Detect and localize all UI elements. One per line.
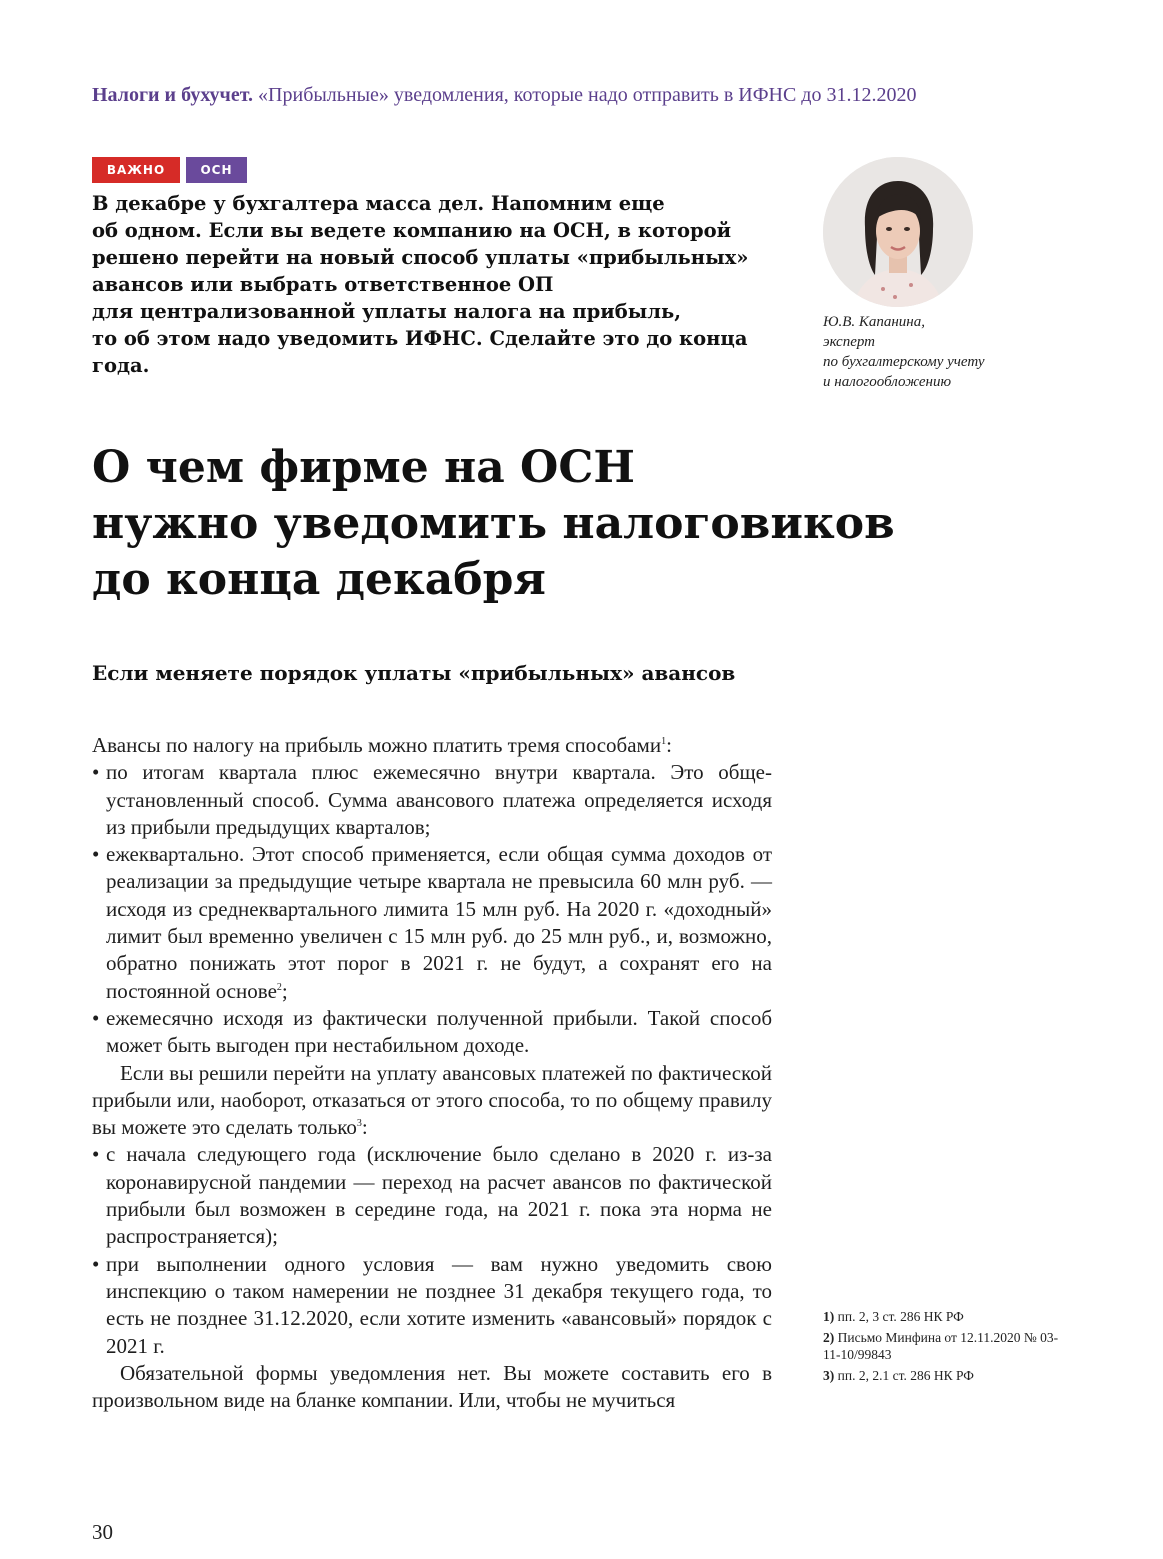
author-role: и налогообложению (823, 374, 952, 390)
footnotes (823, 1308, 1063, 1387)
author-role: по бухгалтерскому учету (823, 354, 985, 370)
list-item: • с начала следующего года (исключение было сделано в 2020 г. из-за коронавирусной пандемии — переход на расчет авансов по фактической прибыли был возможен в середине года, на 2021 г. пока эта норма не распространяется); (92, 1141, 772, 1250)
lead-line: решено перейти на новый способ уплаты «прибыльных» (92, 246, 749, 269)
running-header (92, 84, 1092, 107)
lead-line: В декабре у бухгалтера масса дел. Напомним еще (92, 192, 665, 215)
lead-line: для централизованной уплаты налога на прибыль, (92, 300, 682, 323)
page-number: 30 (92, 1520, 113, 1544)
lead-line: авансов или выбрать ответственное ОП (92, 273, 554, 296)
lead-line: года. (92, 354, 150, 377)
title-line: нужно уведомить налоговиков (92, 498, 895, 549)
title-line: до конца декабря (92, 554, 546, 605)
author-caption (823, 312, 1053, 392)
article-body (92, 732, 772, 1414)
tag-important: ВАЖНО (92, 157, 180, 183)
body-paragraph: Если вы решили перейти на уплату авансовых платежей по фактической прибыли или, наоборот, отказаться от этого способа, то по общему правилу вы можете это сделать только$^3$: (92, 1060, 772, 1140)
tag-osn: ОСН (186, 157, 247, 183)
footnote: 3) пп. 2, 2.1 ст. 286 НК РФ (823, 1367, 974, 1383)
title-line: О чем фирме на ОСН (92, 442, 635, 493)
body-paragraph: Обязательной формы уведомления нет. Вы можете составить его в произвольном виде на бланке компании. Или, чтобы не мучиться (92, 1360, 772, 1413)
lead-line: об одном. Если вы ведете компанию на ОСН, в которой (92, 219, 732, 242)
footnote-ref: 3 (356, 1118, 362, 1130)
payment-methods-list (92, 759, 772, 1059)
footnote-ref: 2 (276, 981, 282, 993)
author-photo (823, 157, 973, 307)
author-name: Ю.В. Капанина, (823, 314, 925, 330)
list-item: • ежеквартально. Этот способ применяется, если общая сумма доходов от реализации за предыдущие четыре квартала не превысила 60 млн руб. — исходя из среднеквартального лимита 15 млн руб. На 2020 г. «доходный» лимит был временно увеличен с 15 млн руб. до 25 млн руб., и, возможно, обратно понижать этот порог в 2021 г. не будут, а сохранят его на постоянной основе$^2$; (92, 841, 772, 1005)
section-heading: Если меняете порядок уплаты «прибыльных» авансов (92, 661, 736, 685)
author-portrait-icon (823, 157, 973, 307)
header-article: «Прибыльные» уведомления, которые надо отправить в ИФНС до 31.12.2020 (258, 84, 917, 106)
footnote-ref: 1 (661, 736, 667, 747)
footnote: 1) пп. 2, 3 ст. 286 НК РФ (823, 1309, 964, 1324)
footnote: 2) Письмо Минфина от 12.11.2020 № 03-11-10/99843 (823, 1329, 1059, 1362)
list-item: • по итогам квартала плюс ежемесячно внутри квартала. Это общеустановленный способ. Сумма авансового платежа определяется исходя из прибыли предыдущих кварталов; (92, 759, 772, 841)
list-item: • ежемесячно исходя из фактически полученной прибыли. Такой способ может быть выгоден при нестабильном доходе. (92, 1005, 772, 1060)
header-section: Налоги и бухучет. (92, 84, 254, 106)
tag-group (92, 157, 247, 183)
body-paragraph: Авансы по налогу на прибыль можно платить тремя способами$^1$: (92, 733, 672, 757)
conditions-list (92, 1141, 772, 1359)
lead-paragraph (92, 190, 772, 379)
lead-line: то об этом надо уведомить ИФНС. Сделайте это до конца (92, 327, 748, 350)
article-title (92, 440, 1132, 608)
list-item: • при выполнении одного условия — вам нужно уведомить свою инспекцию о таком намерении не позднее 31 декабря текущего года, то есть не позднее 31.12.2020, если хотите изменить «авансовый» порядок с 2021 г. (92, 1251, 772, 1360)
author-role: эксперт (823, 334, 876, 350)
